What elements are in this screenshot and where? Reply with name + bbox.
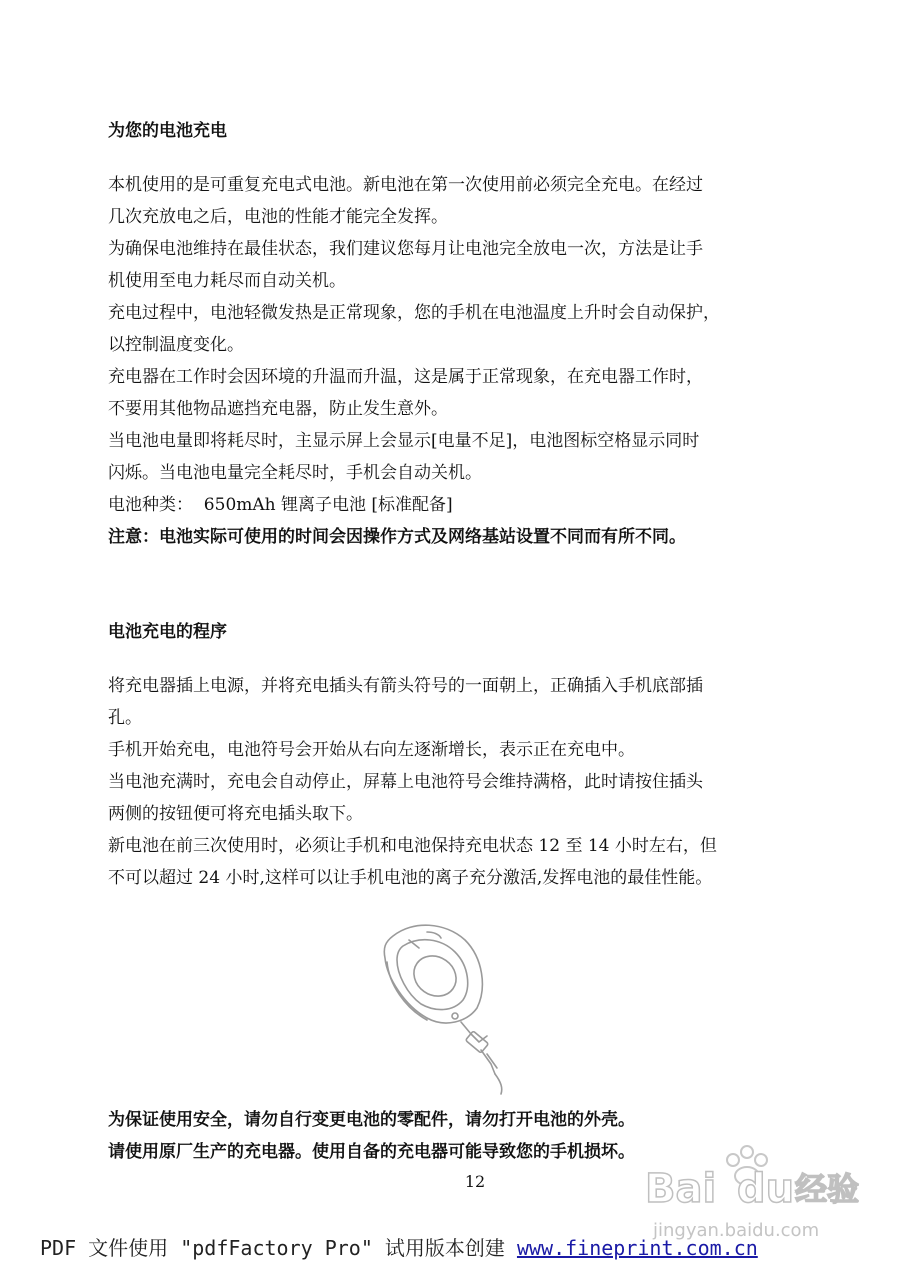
phone-charging-illustration [375, 918, 525, 1096]
pdf-footer [40, 1232, 758, 1261]
text-line: 机使用至电力耗尽而自动关机。 [108, 271, 346, 291]
section1-body [108, 169, 798, 553]
text-line: 几次充放电之后，电池的性能才能完全发挥。 [108, 207, 448, 227]
text-line: 以控制温度变化。 [108, 335, 244, 355]
text-line: 将充电器插上电源，并将充电插头有箭头符号的一面朝上，正确插入手机底部插 [108, 676, 703, 696]
text-line: 手机开始充电，电池符号会开始从右向左逐渐增长，表示正在充电中。 [108, 740, 635, 760]
warning-line: 为保证使用安全，请勿自行变更电池的零配件，请勿打开电池的外壳。 [108, 1110, 635, 1130]
page-number: 12 [464, 1172, 486, 1191]
svg-text:du: du [737, 1166, 795, 1212]
text-line: 不可以超过 24 小时,这样可以让手机电池的离子充分激活,发挥电池的最佳性能。 [108, 868, 713, 888]
svg-text:经验: 经验 [795, 1170, 860, 1208]
warning-line: 请使用原厂生产的充电器。使用自备的充电器可能导致您的手机损坏。 [108, 1142, 635, 1162]
text-line: 为确保电池维持在最佳状态，我们建议您每月让电池完全放电一次，方法是让手 [108, 239, 703, 259]
text-line: 闪烁。当电池电量完全耗尽时，手机会自动关机。 [108, 463, 482, 483]
text-line: 当电池电量即将耗尽时，主显示屏上会显示[电量不足]，电池图标空格显示同时 [108, 431, 700, 451]
footer-text: PDF 文件使用 "pdfFactory Pro" 试用版本创建 [40, 1236, 517, 1260]
svg-text:jingyan.baidu.com: jingyan.baidu.com [653, 1220, 820, 1241]
text-line: 充电过程中，电池轻微发热是正常现象，您的手机在电池温度上升时会自动保护， [108, 303, 720, 323]
text-line: 新电池在前三次使用时，必须让手机和电池保持充电状态 12 至 14 小时左右，但 [108, 836, 717, 856]
text-line: 两侧的按钮便可将充电插头取下。 [108, 804, 363, 824]
text-line: 不要用其他物品遮挡充电器，防止发生意外。 [108, 399, 448, 419]
svg-text:Bai: Bai [645, 1166, 717, 1212]
text-line: 充电器在工作时会因环境的升温而升温，这是属于正常现象，在充电器工作时， [108, 367, 703, 387]
battery-type-line: 电池种类： 650mAh 锂离子电池 [标准配备] [108, 495, 453, 515]
text-line: 本机使用的是可重复充电式电池。新电池在第一次使用前必须完全充电。在经过 [108, 175, 703, 195]
text-line: 当电池充满时，充电会自动停止，屏幕上电池符号会维持满格，此时请按住插头 [108, 772, 703, 792]
note-line: 注意：电池实际可使用的时间会因操作方式及网络基站设置不同而有所不同。 [108, 527, 686, 547]
text-line: 孔。 [108, 708, 142, 728]
footer-link[interactable]: www.fineprint.com.cn [516, 1236, 758, 1260]
section-heading-procedure: 电池充电的程序 [108, 622, 227, 642]
section-heading-charging: 为您的电池充电 [108, 121, 227, 141]
section2-body [108, 670, 798, 894]
